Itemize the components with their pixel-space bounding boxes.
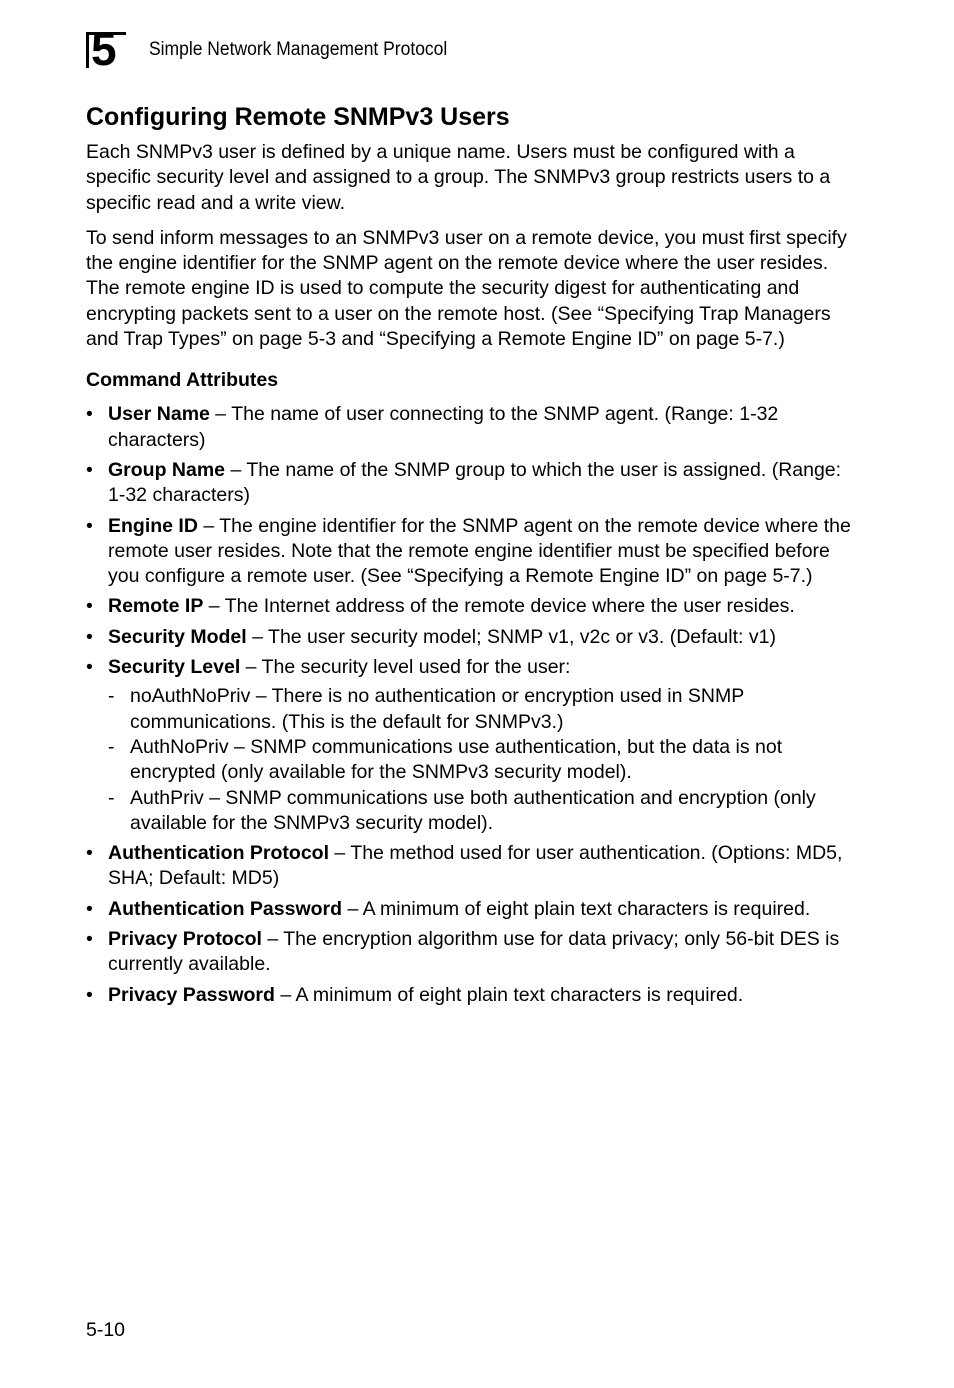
attribute-term: Authentication Protocol [108,842,329,865]
list-item [86,514,856,590]
attribute-description: – The encryption algorithm use for data privacy; only 56-bit DES is currently available. [108,928,840,976]
bullet-glyph: • [86,842,93,865]
bullet-glyph: • [86,403,93,426]
dash-glyph: - [108,685,115,708]
bullet-glyph: • [86,595,93,618]
attribute-description: – The name of the SNMP group to which the user is assigned. (Range: 1-32 characters) [108,458,842,507]
security-level-options [108,684,856,836]
sub-list-item [108,684,856,735]
attribute-term: Authentication Password [108,897,343,920]
list-item [86,655,856,836]
attribute-description: – The user security model; SNMP v1, v2c or v3. (Default: v1) [246,625,776,648]
attribute-description: – The security level used for the user: [240,656,571,679]
bullet-glyph: • [86,458,93,481]
page-content [86,100,856,1013]
bullet-glyph: • [86,983,93,1006]
bullet-glyph: • [86,897,93,920]
sub-list-item [108,786,856,837]
intro-paragraph: Each SNMPv3 user is defined by a unique name. Users must be configured with a specific security level and assigned to a group. The SNMPv3 group restricts users to a specific read and a write view. [86,141,831,214]
running-header: Simple Network Management Protocol [149,39,448,60]
attribute-description: – The method used for user authentication. (Options: MD5, SHA; Default: MD5) [108,842,843,890]
bullet-glyph: • [86,656,93,679]
page-number: 5-10 [86,1319,126,1341]
list-item [86,458,856,509]
list-item [86,625,856,650]
list-item [86,927,856,978]
attribute-term: User Name [108,403,210,426]
attribute-description: – The name of user connecting to the SNMP agent. (Range: 1-32 characters) [108,403,779,451]
command-attributes-heading: Command Attributes [86,369,279,392]
sub-item-text: AuthNoPriv – SNMP communications use authentication, but the data is not encrypted (only available for the SNMPv3 security model). [130,735,783,784]
attribute-term: Group Name [108,458,226,481]
list-item [86,983,856,1008]
attribute-description: – A minimum of eight plain text characters is required. [274,983,744,1006]
inform-paragraph: To send inform messages to an SNMPv3 user on a remote device, you must first specify the engine identifier for the SNMP agent on the remote device where the user resides. The remote engine ID is used to compute the security digest for authenticating and encrypting packets sent to a user on the remote host. (See “Specifying Trap Managers and Trap Types” on page 5-3 and “Specifying a Remote Engine ID” on page 5-7.) [86,226,847,351]
dash-glyph: - [108,735,115,758]
list-item [86,402,856,453]
attribute-term: Security Model [108,625,247,648]
attribute-term: Privacy Password [108,983,275,1006]
attribute-description: – The engine identifier for the SNMP agent on the remote device where the remote user resides. Note that the remote engine identifier must be specified before you configure a remote user. (See “Specifying a Remote Engine ID” on page 5-7.) [108,514,851,588]
sub-list-item [108,735,856,786]
chapter-number: 5 [91,23,116,75]
attribute-term: Engine ID [108,514,198,537]
sub-item-text: AuthPriv – SNMP communications use both authentication and encryption (only available for the SNMPv3 security model). [130,786,816,834]
bullet-glyph: • [86,514,93,537]
list-item [86,897,856,922]
attribute-term: Security Level [108,656,241,679]
dash-glyph: - [108,786,115,809]
attribute-list [86,402,856,1008]
list-item [86,594,856,619]
list-item [86,841,856,892]
attribute-term: Remote IP [108,595,204,618]
section-title: Configuring Remote SNMPv3 Users [86,103,510,131]
attribute-term: Privacy Protocol [108,928,262,951]
bullet-glyph: • [86,928,93,951]
sub-item-text: noAuthNoPriv – There is no authentication or encryption used in SNMP communications. (This is the default for SNMPv3.) [130,685,744,733]
bullet-glyph: • [86,625,93,648]
attribute-description: – A minimum of eight plain text characters is required. [342,897,811,920]
attribute-description: – The Internet address of the remote device where the user resides. [203,595,795,618]
